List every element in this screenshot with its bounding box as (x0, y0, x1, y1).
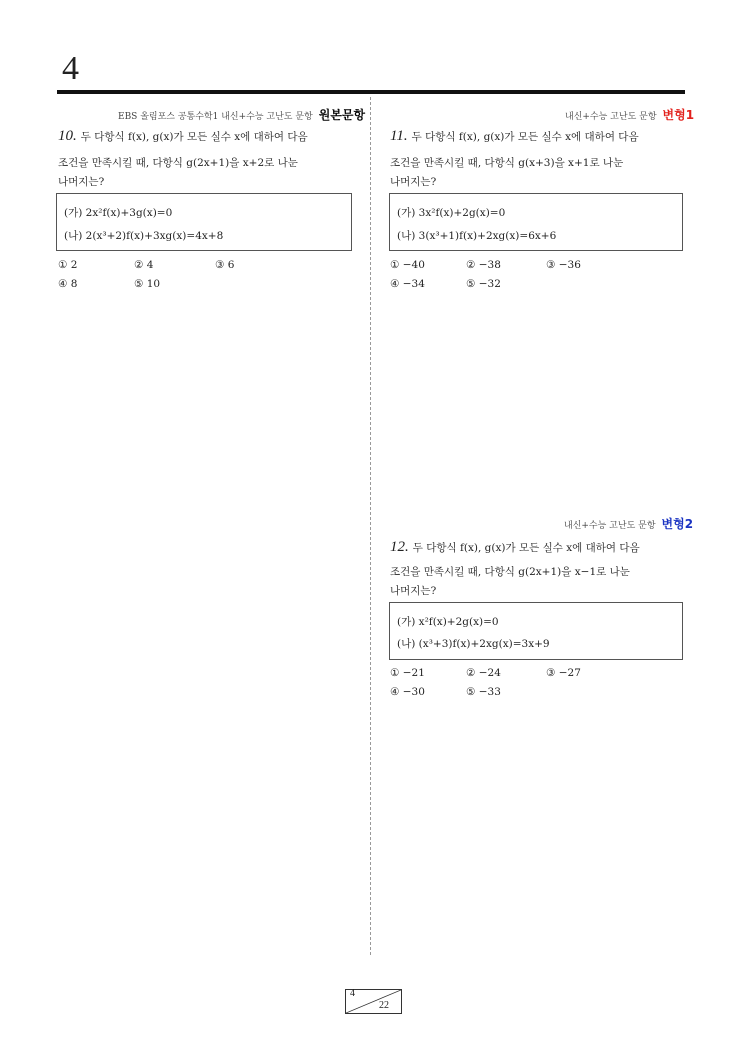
q12-choice-4[interactable]: ④ −30 (390, 686, 425, 698)
q11-line1 (390, 128, 639, 145)
right-bottom-header-text: 내신+수능 고난도 문항 (564, 521, 656, 531)
q12-condition-box (389, 602, 683, 660)
q12-choice-1[interactable]: ① −21 (390, 667, 425, 679)
q10-text-line2: 조건을 만족시킬 때, 다항식 g(2x+1)을 x+2로 나눈 (58, 157, 298, 169)
q12-text-line1: 두 다항식 f(x), g(x)가 모든 실수 x에 대하여 다음 (412, 542, 640, 554)
q10-choice-5[interactable]: ⑤ 10 (134, 278, 161, 290)
q10-condition-a: (가) 2x²f(x)+3g(x)=0 (64, 207, 173, 219)
column-divider (370, 97, 371, 955)
q11-choice-2[interactable]: ② −38 (466, 259, 501, 271)
q11-text-line1: 두 다항식 f(x), g(x)가 모든 실수 x에 대하여 다음 (411, 131, 639, 143)
q10-text-line3: 나머지는? (58, 176, 105, 188)
q10-choice-3[interactable]: ③ 6 (215, 259, 235, 271)
left-header (118, 106, 365, 123)
q11-choice-3[interactable]: ③ −36 (546, 259, 581, 271)
variant2-tag: 변형2 (661, 517, 694, 531)
q11-choice-5[interactable]: ⑤ −32 (466, 278, 501, 290)
q10-text-line1: 두 다항식 f(x), g(x)가 모든 실수 x에 대하여 다음 (80, 131, 308, 143)
right-bottom-header (564, 515, 693, 532)
right-top-header-text: 내신+수능 고난도 문항 (565, 112, 657, 122)
page-indicator-current: 4 (350, 988, 355, 999)
q10-condition-b: (나) 2(x³+2)f(x)+3xg(x)=4x+8 (64, 230, 224, 242)
right-top-header (565, 106, 694, 123)
q12-choice-2[interactable]: ② −24 (466, 667, 501, 679)
q12-choice-5[interactable]: ⑤ −33 (466, 686, 501, 698)
q10-line1 (58, 128, 308, 145)
q10-number: 10. (58, 128, 77, 144)
top-rule (57, 90, 685, 94)
q12-text-line2: 조건을 만족시킬 때, 다항식 g(2x+1)을 x−1로 나눈 (390, 566, 630, 578)
q10-choice-2[interactable]: ② 4 (134, 259, 154, 271)
q11-choice-4[interactable]: ④ −34 (390, 278, 425, 290)
q11-text-line3: 나머지는? (390, 176, 437, 188)
q12-line1 (390, 539, 640, 556)
page-indicator-total: 22 (379, 1000, 389, 1011)
q12-choice-3[interactable]: ③ −27 (546, 667, 581, 679)
left-header-text: EBS 올림포스 공통수학1 내신+수능 고난도 문항 (118, 112, 313, 122)
q10-choice-1[interactable]: ① 2 (58, 259, 78, 271)
variant1-tag: 변형1 (662, 108, 695, 122)
page-number: 4 (62, 50, 79, 87)
q11-condition-b: (나) 3(x³+1)f(x)+2xg(x)=6x+6 (397, 230, 557, 242)
q12-condition-a: (가) x²f(x)+2g(x)=0 (397, 616, 499, 628)
q12-number: 12. (390, 539, 409, 555)
q11-condition-a: (가) 3x²f(x)+2g(x)=0 (397, 207, 506, 219)
q12-condition-b: (나) (x³+3)f(x)+2xg(x)=3x+9 (397, 638, 550, 650)
original-tag: 원본문항 (318, 108, 366, 122)
q12-text-line3: 나머지는? (390, 585, 437, 597)
q10-choice-4[interactable]: ④ 8 (58, 278, 78, 290)
q11-choice-1[interactable]: ① −40 (390, 259, 425, 271)
q11-text-line2: 조건을 만족시킬 때, 다항식 g(x+3)을 x+1로 나눈 (390, 157, 624, 169)
q11-number: 11. (390, 128, 408, 144)
